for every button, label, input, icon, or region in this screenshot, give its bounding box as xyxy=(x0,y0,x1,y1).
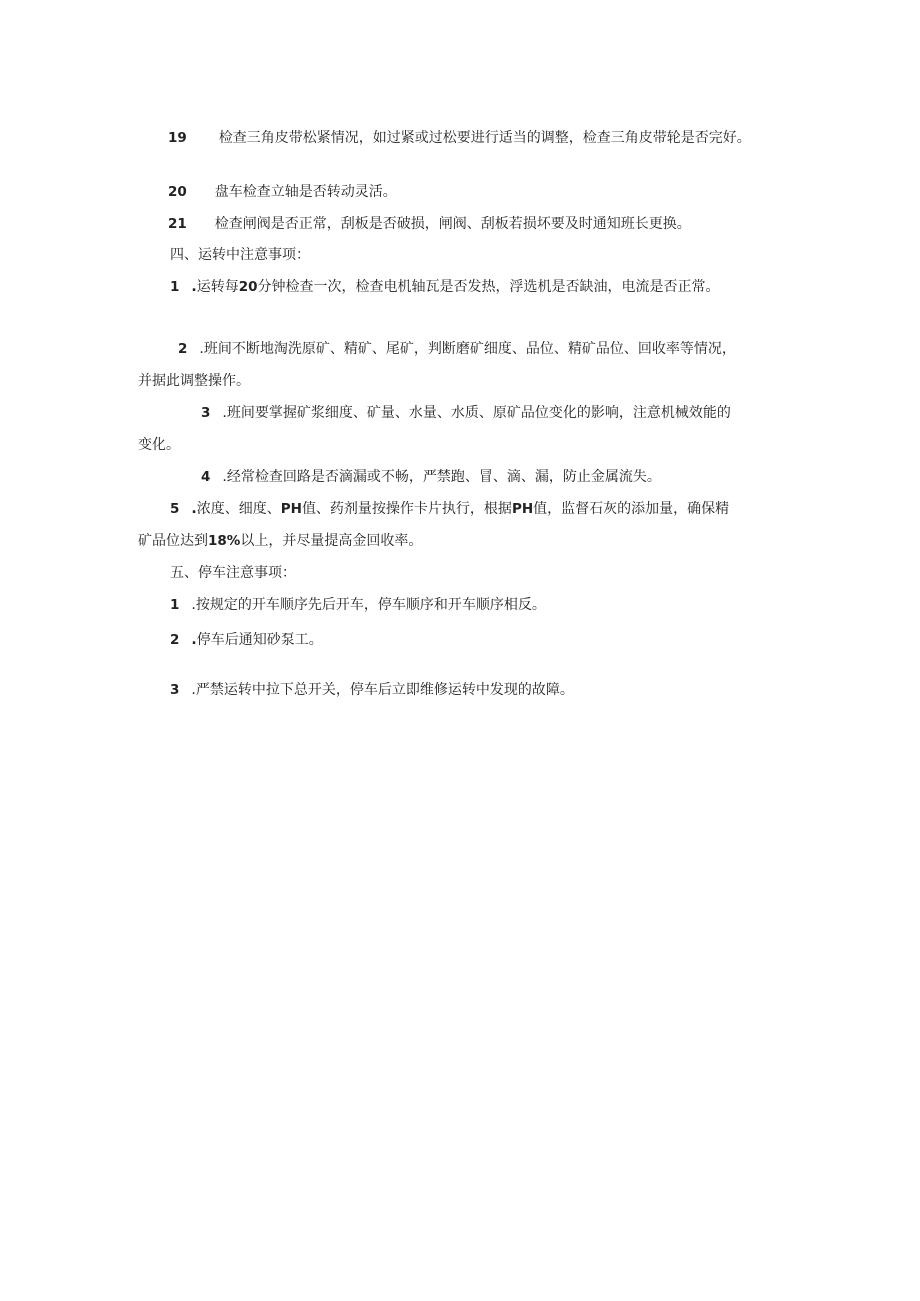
item-number: 2 xyxy=(178,341,188,357)
item-19 xyxy=(168,128,751,148)
item-number: 3 xyxy=(170,682,180,698)
item-number: 5 xyxy=(170,501,180,517)
item-number: 19 xyxy=(168,130,187,146)
s4-item-5-line-2: 矿品位达到18%以上，并尽量提高金回收率。 xyxy=(138,533,423,549)
item-number: 1 xyxy=(170,279,180,295)
s4-item-2-line-1: 2 .班间不断地淘洗原矿、精矿、尾矿，判断磨矿细度、品位、精矿品位、回收率等情况， xyxy=(178,341,736,357)
s4-item-3-line-2: 变化。 xyxy=(138,437,180,453)
s5-item-2: 2 .停车后通知砂泵工。 xyxy=(170,632,323,648)
item-number: 1 xyxy=(170,597,180,613)
s4-item-5-line-1: 5 .浓度、细度、PH值、药剂量按操作卡片执行，根据PH值，监督石灰的添加量，确保精 xyxy=(170,501,730,517)
s5-item-3: 3 .严禁运转中拉下总开关，停车后立即维修运转中发现的故障。 xyxy=(170,682,574,698)
item-number: 2 xyxy=(170,632,180,648)
s4-item-2-line-2: 并据此调整操作。 xyxy=(138,373,250,389)
s4-item-4: 4 .经常检查回路是否滴漏或不畅，严禁跑、冒、滴、漏，防止金属流失。 xyxy=(201,469,661,485)
item-21 xyxy=(168,214,691,234)
s4-item-1: 1 .运转每20分钟检查一次，检查电机轴瓦是否发热，浮选机是否缺油，电流是否正常。 xyxy=(170,279,720,295)
item-number: 20 xyxy=(168,184,187,200)
item-20 xyxy=(168,182,397,202)
item-text: 检查闸阀是否正常，刮板是否破损，闸阀、刮板若损坏要及时通知班长更换。 xyxy=(214,216,691,232)
s5-item-1: 1 .按规定的开车顺序先后开车，停车顺序和开车顺序相反。 xyxy=(170,597,546,613)
section-heading-4: 四、运转中注意事项： xyxy=(170,247,310,263)
item-number: 4 xyxy=(201,469,211,485)
item-text: 检查三角皮带松紧情况，如过紧或过松要进行适当的调整，检查三角皮带轮是否完好。 xyxy=(218,130,751,146)
item-number: 21 xyxy=(168,216,187,232)
section-heading-5: 五、停车注意事项： xyxy=(170,565,296,581)
s4-item-3-line-1: 3 .班间要掌握矿浆细度、矿量、水量、水质、原矿品位变化的影响，注意机械效能的 xyxy=(201,405,731,421)
item-number: 3 xyxy=(201,405,211,421)
item-text: 盘车检查立轴是否转动灵活。 xyxy=(214,184,397,200)
